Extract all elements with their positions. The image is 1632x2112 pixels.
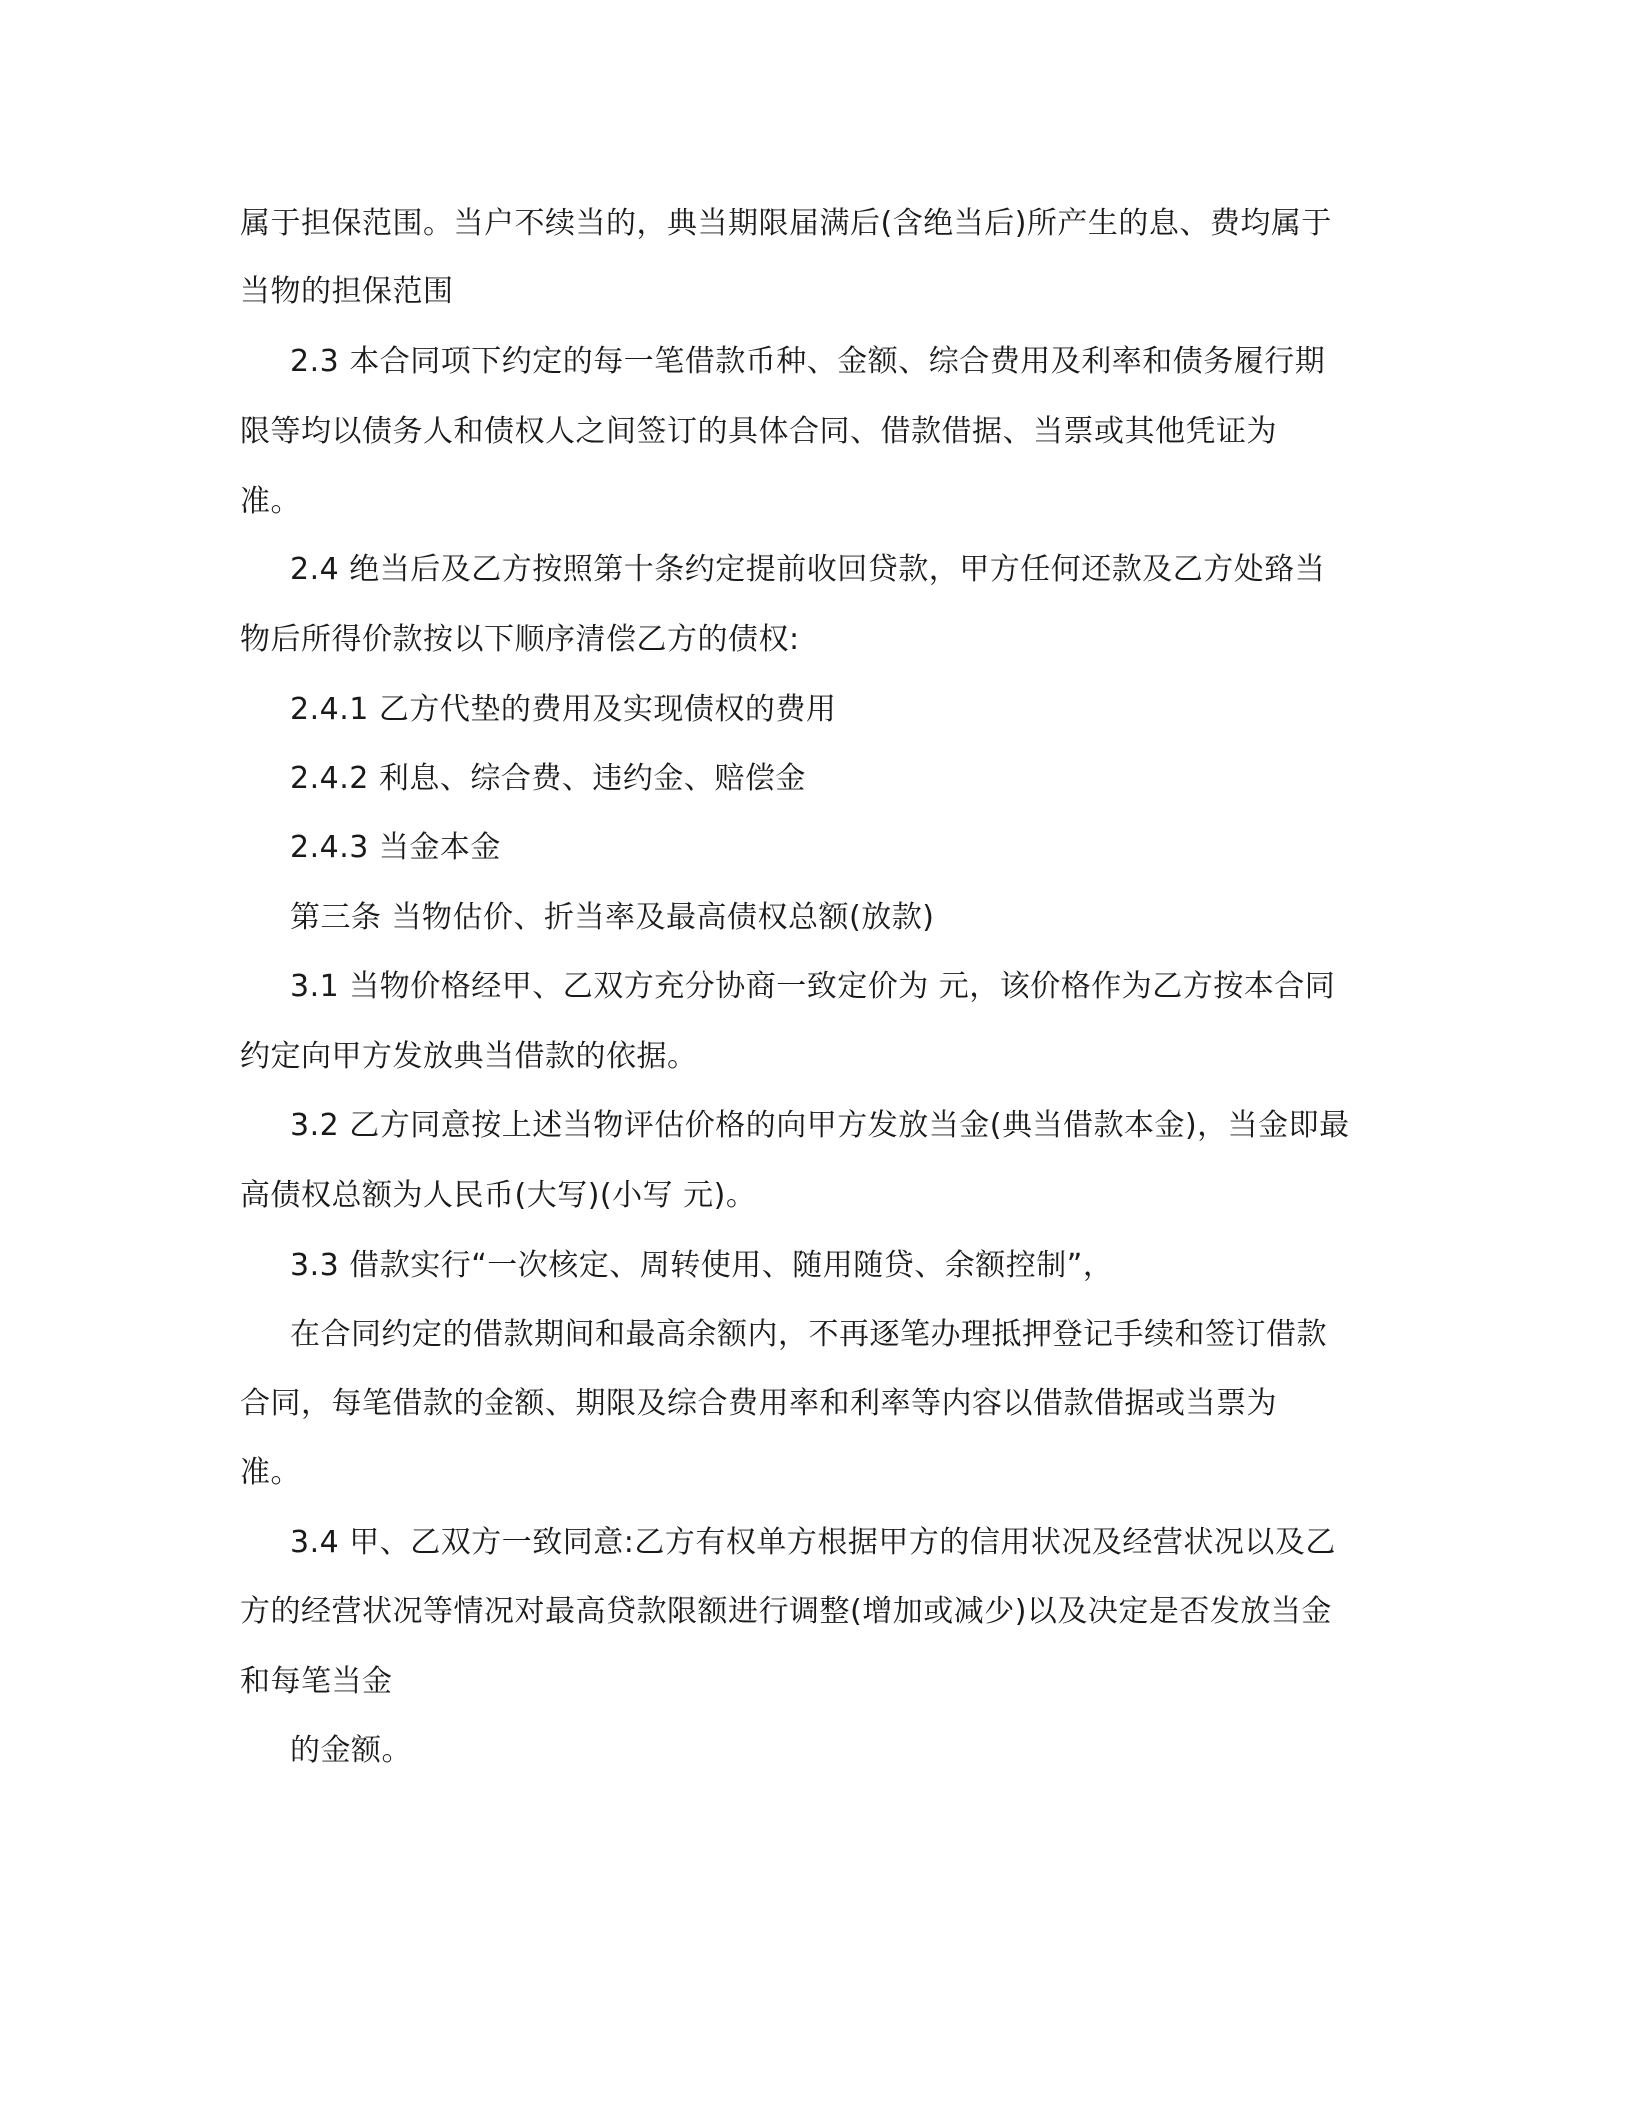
text-line: 3.2 乙方同意按上述当物评估价格的向甲方发放当金(典当借款本金)，当金即最 <box>290 1108 1350 1143</box>
text-line: 当物的担保范围 <box>240 274 454 309</box>
text-line: 3.4 甲、乙双方一致同意:乙方有权单方根据甲方的信用状况及经营状况以及乙 <box>290 1525 1336 1560</box>
text-line: 准。 <box>240 1455 301 1490</box>
text-line: 属于担保范围。当户不续当的，典当期限届满后(含绝当后)所产生的息、费均属于 <box>240 206 1332 241</box>
text-line: 合同，每笔借款的金额、期限及综合费用率和利率等内容以借款借据或当票为 <box>240 1386 1277 1421</box>
text-line: 2.4.1 乙方代垫的费用及实现债权的费用 <box>290 692 837 727</box>
text-line: 2.4 绝当后及乙方按照第十条约定提前收回贷款，甲方任何还款及乙方处臵当 <box>290 552 1326 587</box>
text-line: 2.4.3 当金本金 <box>290 830 501 865</box>
text-line: 的金额。 <box>290 1733 412 1768</box>
text-line: 3.3 借款实行“一次核定、周转使用、随用随贷、余额控制”， <box>290 1248 1114 1283</box>
text-line: 物后所得价款按以下顺序清偿乙方的债权: <box>240 622 800 657</box>
section-heading: 第三条 当物估价、折当率及最高债权总额(放款) <box>290 900 935 935</box>
text-line: 在合同约定的借款期间和最高余额内，不再逐笔办理抵押登记手续和签订借款 <box>290 1317 1327 1352</box>
text-line: 高债权总额为人民币(大写)(小写 元)。 <box>240 1178 757 1213</box>
text-line: 2.3 本合同项下约定的每一笔借款币种、金额、综合费用及利率和债务履行期 <box>290 344 1326 379</box>
text-line: 和每笔当金 <box>240 1664 393 1699</box>
text-line: 限等均以债务人和债权人之间签订的具体合同、借款借据、当票或其他凭证为 <box>240 414 1277 449</box>
text-line: 3.1 当物价格经甲、乙双方充分协商一致定价为 元，该价格作为乙方按本合同 <box>290 969 1336 1004</box>
text-line: 2.4.2 利息、综合费、违约金、赔偿金 <box>290 761 806 796</box>
text-line: 准。 <box>240 484 301 519</box>
text-line: 约定向甲方发放典当借款的依据。 <box>240 1039 698 1074</box>
text-line: 方的经营状况等情况对最高贷款限额进行调整(增加或减少)以及决定是否发放当金 <box>240 1594 1332 1629</box>
